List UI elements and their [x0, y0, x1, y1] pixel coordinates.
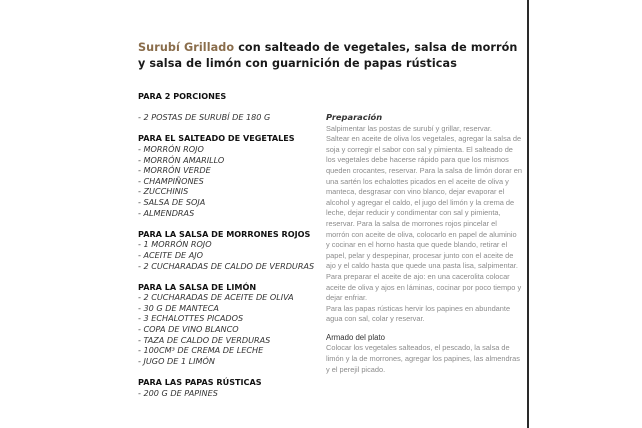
- preparation-paragraph: Saltear en aceite de oliva los vegetales, agregar la salsa de soja y corregir el sabor con sal y pimienta. El salteado de los vegetales debe hacerse rápido para que los mismos queden crocantes, reservar. Para la salsa de limón dorar en una sartén los echalottes picados en el aceite de oliva y manteca, desgrasar con vino blanco, dejar evaporar el alcohol y agregar el caldo, el jugo del limón y la crema de leche, dejar reducir y condimentar con sal y pimienta, reservar. Para la salsa de morrones rojos pincelar el morrón con aceite de oliva, colocarlo en papel de aluminio y cocinar en el horno hasta que quede blando, retirar el papel, pelar y despepinar, procesar junto con el aceite de ajo y el caldo hasta que quede una pasta lisa, salpimentar.: [326, 134, 522, 271]
- ingredient: - COPA DE VINO BLANCO: [138, 324, 239, 335]
- ingredient: - 200 G DE PAPINES: [138, 387, 218, 398]
- ingredient: - 2 CUCHARADAS DE CALDO DE VERDURAS: [138, 260, 315, 271]
- ingredient: - CHAMPIÑONES: [138, 175, 204, 186]
- ingredients-column: [138, 91, 318, 398]
- ingredient: - 1 MORRÓN ROJO: [138, 239, 212, 250]
- ingredient: - ACEITE DE AJO: [138, 249, 204, 260]
- preparation-column: [326, 112, 522, 375]
- spacer: [138, 271, 318, 282]
- dish-description: con salteado de vegetales, salsa de morrón y salsa de limón con guarnición de papas rústicas: [138, 41, 518, 70]
- spacer: [138, 102, 318, 113]
- ingredient: - MORRÓN AMARILLO: [138, 154, 225, 165]
- plating-text: Colocar los vegetales salteados, el pescado, la salsa de limón y la de morrones, agregar los papines, las almendras y el perejil picado.: [326, 343, 520, 374]
- ingredient: - MORRÓN VERDE: [138, 165, 211, 176]
- ingredient-group-heading: PARA LA SALSA DE MORRONES ROJOS: [138, 228, 311, 239]
- ingredient-group-heading: PARA LAS PAPAS RÚSTICAS: [138, 377, 262, 388]
- ingredient: - SALSA DE SOJA: [138, 196, 206, 207]
- ingredient-group-heading: PARA LA SALSA DE LIMÓN: [138, 281, 257, 292]
- ingredient: - 3 ECHALOTTES PICADOS: [138, 313, 244, 324]
- spacer: [138, 366, 318, 377]
- spacer: [138, 123, 318, 134]
- ingredient: - 2 POSTAS DE SURUBÍ DE 180 G: [138, 112, 271, 123]
- plating-heading: Armado del plato: [326, 332, 385, 342]
- recipe-title: [138, 40, 518, 72]
- ingredient: - 100CM³ DE CREMA DE LECHE: [138, 345, 264, 356]
- ingredient: - 30 G DE MANTECA: [138, 302, 219, 313]
- page-edge-divider: [527, 0, 529, 428]
- preparation-paragraph: Salpimentar las postas de surubí y grillar, reservar.: [326, 123, 492, 133]
- ingredient: - ALMENDRAS: [138, 207, 195, 218]
- preparation-paragraph: Para las papas rústicas hervir los papines en abundante agua con sal, colar y reservar.: [326, 303, 511, 324]
- ingredient: - MORRÓN ROJO: [138, 143, 204, 154]
- ingredient: - TAZA DE CALDO DE VERDURAS: [138, 334, 271, 345]
- ingredient-group-heading: PARA EL SALTEADO DE VEGETALES: [138, 133, 295, 144]
- spacer: [138, 218, 318, 229]
- dish-name: Surubí Grillado: [138, 41, 235, 54]
- ingredient: - 2 CUCHARADAS DE ACEITE DE OLIVA: [138, 292, 294, 303]
- ingredient: - JUGO DE 1 LIMÓN: [138, 355, 215, 366]
- preparation-paragraph: Para preparar el aceite de ajo: en una cacerolita colocar aceite de oliva y ajos en láminas, cocinar por poco tiempo y dejar enfriar.: [326, 271, 522, 303]
- servings-label: PARA 2 PORCIONES: [138, 91, 227, 101]
- ingredient: - ZUCCHINIS: [138, 186, 189, 197]
- preparation-heading: Preparación: [326, 112, 383, 122]
